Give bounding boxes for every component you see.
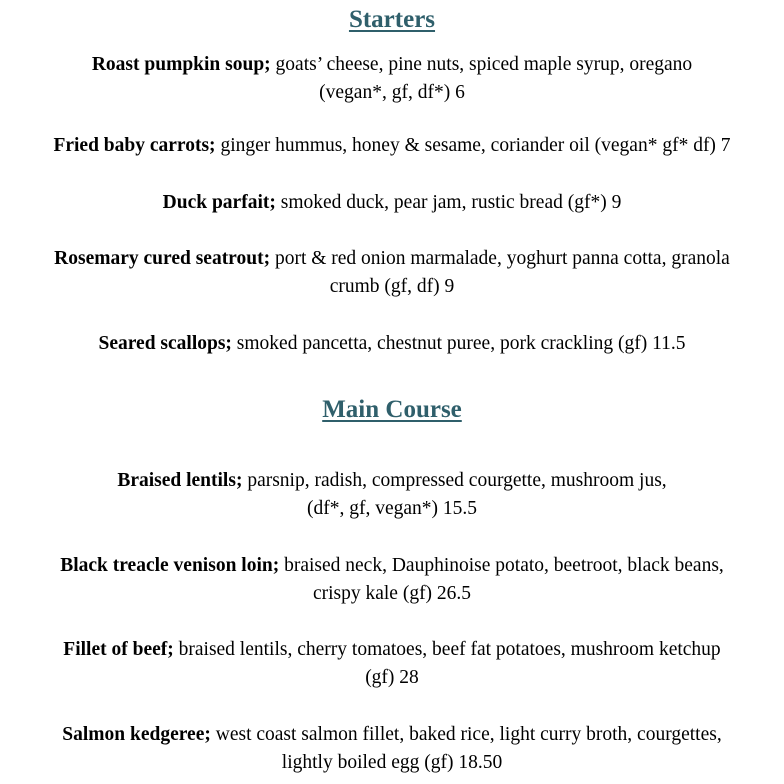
menu-item-description: port & red onion marmalade, yoghurt panna cotta, granola xyxy=(270,248,730,269)
menu-item-name: Braised lentils; xyxy=(117,470,243,491)
menu-item-description-continued: crumb (gf, df) 9 xyxy=(329,276,455,297)
menu-item-black-treacle-venison-loin xyxy=(10,552,774,608)
menu-item-description-continued: crispy kale (gf) 26.5 xyxy=(312,583,472,604)
menu-item-duck-parfait xyxy=(20,189,764,217)
menu-item-description: braised neck, Dauphinoise potato, beetroot, black beans, xyxy=(279,555,724,576)
menu-item-description-continued: (gf) 28 xyxy=(365,667,419,688)
menu-item-description-continued: (df*, gf, vegan*) 15.5 xyxy=(306,498,478,519)
section-title-main-course: Main Course xyxy=(322,396,462,423)
menu-item-name: Salmon kedgeree; xyxy=(62,724,211,745)
menu-item-seared-scallops xyxy=(20,330,764,358)
menu-item-description: ginger hummus, honey & sesame, coriander oil (vegan* gf* df) 7 xyxy=(215,135,731,156)
menu-item-name: Rosemary cured seatrout; xyxy=(54,248,271,269)
menu-item-description: parsnip, radish, compressed courgette, mushroom jus, xyxy=(242,470,667,491)
menu-item-description: smoked pancetta, chestnut puree, pork crackling (gf) 11.5 xyxy=(231,333,686,354)
menu-item-description: goats’ cheese, pine nuts, spiced maple syrup, oregano xyxy=(270,54,693,75)
menu-item-description-continued: (vegan*, gf, df*) 6 xyxy=(319,82,465,103)
menu-item-roast-pumpkin-soup xyxy=(20,51,764,107)
menu-item-description-continued: lightly boiled egg (gf) 18.50 xyxy=(281,752,503,773)
menu-item-salmon-kedgeree xyxy=(10,721,774,777)
menu-item-description: west coast salmon fillet, baked rice, light curry broth, courgettes, xyxy=(210,724,722,745)
menu-item-description: braised lentils, cherry tomatoes, beef fat potatoes, mushroom ketchup xyxy=(173,639,721,660)
menu-item-braised-lentils xyxy=(20,467,764,523)
menu-item-name: Fried baby carrots; xyxy=(53,135,216,156)
menu-item-rosemary-cured-seatrout xyxy=(0,245,784,301)
menu-item-name: Duck parfait; xyxy=(162,192,276,213)
menu-item-fillet-of-beef xyxy=(10,636,774,692)
menu-item-name: Black treacle venison loin; xyxy=(60,555,280,576)
menu-item-description: smoked duck, pear jam, rustic bread (gf*) 9 xyxy=(275,192,622,213)
menu-item-fried-baby-carrots xyxy=(0,132,784,160)
menu-item-name: Seared scallops; xyxy=(98,333,232,354)
section-title-starters: Starters xyxy=(348,6,436,33)
menu-item-name: Fillet of beef; xyxy=(63,639,174,660)
menu-item-name: Roast pumpkin soup; xyxy=(91,54,271,75)
